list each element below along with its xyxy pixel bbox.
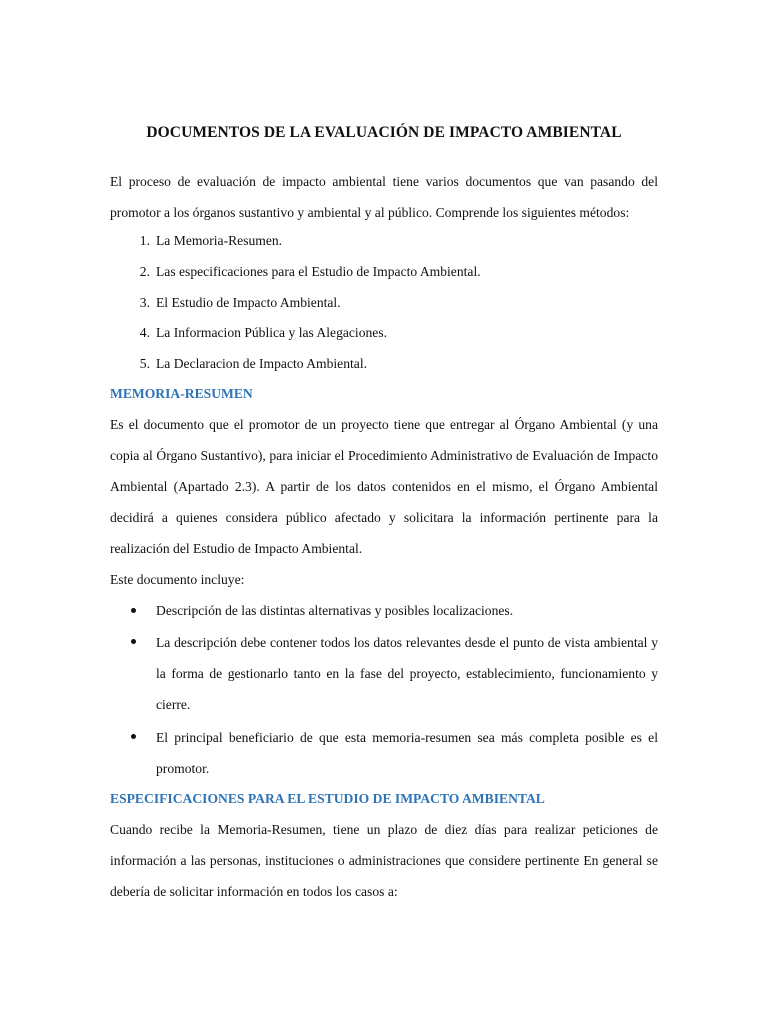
method-number: 2. <box>139 264 150 279</box>
method-text: Las especificaciones para el Estudio de Impacto Ambiental. <box>156 264 481 279</box>
bullet-dot-icon <box>131 608 136 613</box>
memoria-paragraph: Es el documento que el promotor de un proyecto tiene que entregar al Órgano Ambiental (y una copia al Órgano Sustantivo), para iniciar el Procedimiento Administrativo de Evaluación de Impacto Ambiental (Apartado 2.3). A partir de los datos contenidos en el mismo, el Órgano Ambiental decidirá a quienes considera público afectado y solicitara la información pertinente para la realización del Estudio de Impacto Ambiental. <box>110 417 658 556</box>
includes-label: Este documento incluye: <box>110 572 245 587</box>
method-text: La Declaracion de Impacto Ambiental. <box>156 356 367 371</box>
method-text: La Informacion Pública y las Alegaciones. <box>156 325 388 340</box>
method-text: La Memoria-Resumen. <box>156 233 283 248</box>
document-title: DOCUMENTOS DE LA EVALUACIÓN DE IMPACTO AMBIENTAL <box>146 124 622 141</box>
especificaciones-heading: ESPECIFICACIONES PARA EL ESTUDIO DE IMPACTO AMBIENTAL <box>110 791 545 806</box>
bullet-text: La descripción debe contener todos los datos relevantes desde el punto de vista ambiental y la forma de gestionarlo tanto en la fase del proyecto, establecimiento, funcionamiento y cierre. <box>156 635 658 712</box>
intro-paragraph: El proceso de evaluación de impacto ambiental tiene varios documentos que van pasando del promotor a los órganos sustantivo y ambiental y al público. Comprende los siguientes métodos: <box>110 174 658 220</box>
method-number: 1. <box>139 233 150 248</box>
especificaciones-paragraph: Cuando recibe la Memoria-Resumen, tiene un plazo de diez días para realizar peticiones de información a las personas, instituciones o administraciones que considere pertinente En general se debería de solicitar información en todos los casos a: <box>110 822 658 899</box>
bullet-dot-icon <box>131 639 136 644</box>
bullet-text: El principal beneficiario de que esta memoria-resumen sea más completa posible es el promotor. <box>156 730 658 776</box>
method-text: El Estudio de Impacto Ambiental. <box>156 295 341 310</box>
bullet-text: Descripción de las distintas alternativas y posibles localizaciones. <box>156 603 514 618</box>
memoria-heading: MEMORIA-RESUMEN <box>110 386 253 401</box>
bullet-dot-icon <box>131 734 136 739</box>
method-number: 4. <box>139 325 150 340</box>
method-number: 3. <box>139 295 150 310</box>
method-number: 5. <box>139 356 150 371</box>
